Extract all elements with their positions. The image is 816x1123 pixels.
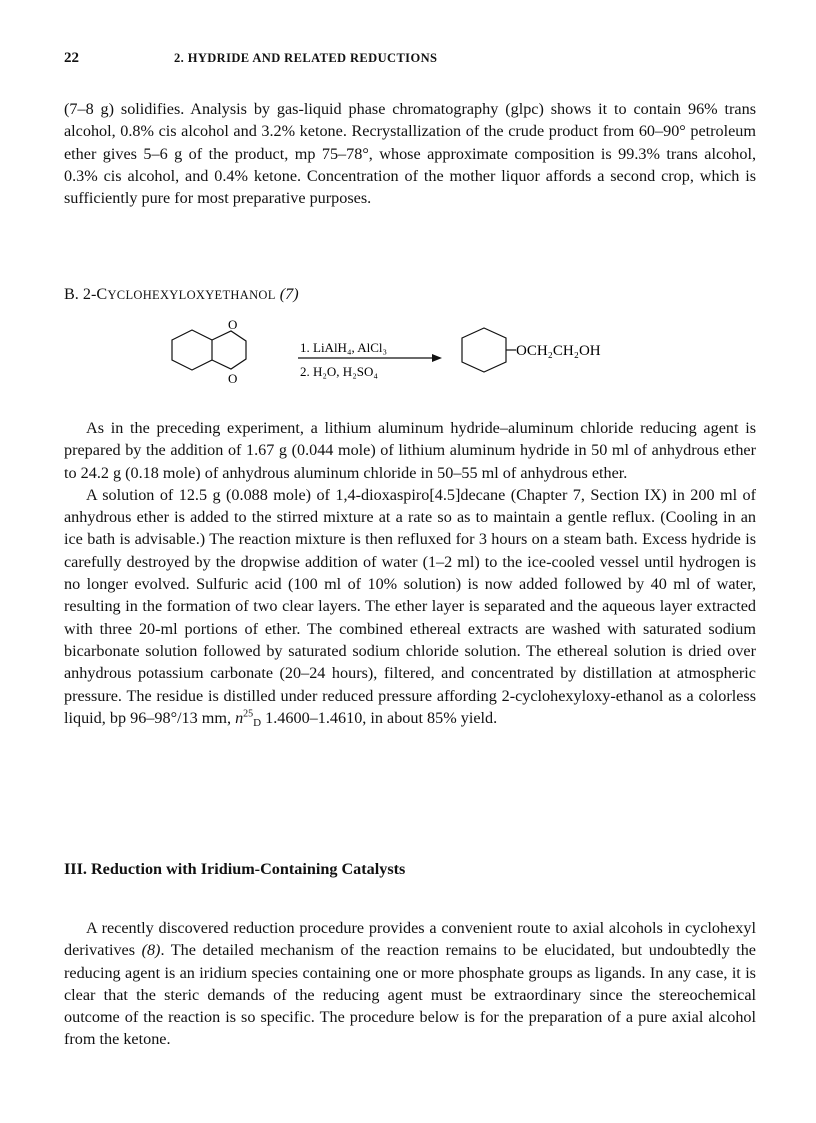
page-header [64,50,764,70]
ring-oxygen-top: O [228,320,238,332]
spiro-cyclohexane-ring [172,330,212,370]
reaction-arrow-head [432,354,442,362]
paragraph-3-ref: (8) [141,941,161,960]
refractive-index-symbol: n [235,708,244,727]
reagent-line-1: 1. LiAlH₄, AlCl₃ [300,340,388,355]
paragraph-1: As in the preceding experiment, a lithium aluminum hydride–aluminum chloride reducing agent is prepared by the addition of 1.67 g (0.044 mole) of lithium aluminum hydride in 50 ml of anhydrous ether to 24.2 g (0.18 mole) of anhydrous aluminum chloride in 50–55 ml of anhydrous ether. [64,419,756,482]
section-b-ref: (7) [279,285,299,303]
intro-paragraph: (7–8 g) solidifies. Analysis by gas-liquid phase chromatography (glpc) shows it to contain 96% trans alcohol, 0.8% cis alcohol and 3.2% ketone. Recrystallization of the crude product from 60–90° petroleum ether gives 5–6 g of the product, mp 75–78°, whose approximate composition is 99.3% trans alcohol, 0.3% cis alcohol, and 0.4% ketone. Concentration of the mother liquor affords a second crop, which is sufficiently pure for most preparative purposes. [64,100,756,208]
paragraph-2-text: A solution of 12.5 g (0.088 mole) of 1,4-dioxaspiro[4.5]decane (Chapter 7, Section IX) in 200 ml of anhydrous ether is added to the stirred mixture at a rate so as to maintain a gentle reflux. (Cooling in an ice bath is advisable.) The reaction mixture is then refluxed for 3 hours on a steam bath. Excess hydride is carefully destroyed by the dropwise addition of water (1–2 ml) to the ice-cooled vessel until hydrogen is no longer evolved. Sulfuric acid (100 ml of 10% solution) is now added followed by 40 ml of water, resulting in the formation of two clear layers. The ether layer is separated and the aqueous layer extracted with three 20-ml portions of ether. The combined ethereal extracts are washed with saturated sodium bicarbonate solution followed by saturated sodium chloride solution. The ethereal solution is dried over anhydrous potassium carbonate (20–24 hours), filtered, and concentrated by distillation at atmospheric pressure. The residue is distilled under reduced pressure affording 2-cyclohexyloxy-ethanol as a colorless liquid, bp 96–98°/13 mm, [64,485,756,727]
section-iii-heading: III. Reduction with Iridium-Containing Catalysts [64,860,406,878]
reagent-line-2: 2. H₂O, H₂SO₄ [300,364,378,379]
section-b-prefix: B. 2- [64,285,97,303]
paragraph-3-end: . The detailed mechanism of the reaction remains to be elucidated, but undoubtedly the reducing agent is an iridium species containing one or more phosphate groups as ligands. In any case, it is clear that the steric demands of the reducing agent must be extraordinary since the stereochemical outcome of the reaction is so specific. The procedure below is for the preparation of a pure axial alcohol from the ketone. [64,941,756,1049]
paragraph-2-end: 1.4600–1.4610, in about 85% yield. [261,708,498,727]
ring-oxygen-bottom: O [228,371,238,386]
section-b-title [64,285,299,304]
running-title: 2. HYDRIDE AND RELATED REDUCTIONS [174,51,438,65]
dioxolane-ring [212,331,246,369]
product-substituent: OCH₂CH₂OH [516,343,601,359]
reaction-scheme [150,320,670,400]
paragraph-3 [64,917,756,1051]
intro-paragraph-block [64,98,756,209]
product-cyclohexane-ring [462,328,506,372]
refractive-index-temperature: 25 [243,708,254,720]
refractive-index-line: D [253,716,262,729]
section-iii-block [64,917,756,1051]
reaction-diagram [150,320,670,400]
procedure-block [64,417,756,729]
page-number: 22 [64,50,79,66]
paragraph-2 [64,484,756,729]
section-b-name: CYCLOHEXYLOXYETHANOL [96,285,276,303]
paragraph-3-text: A recently discovered reduction procedure provides a convenient route to axial alcohols in cyclohexyl derivatives [64,919,756,960]
